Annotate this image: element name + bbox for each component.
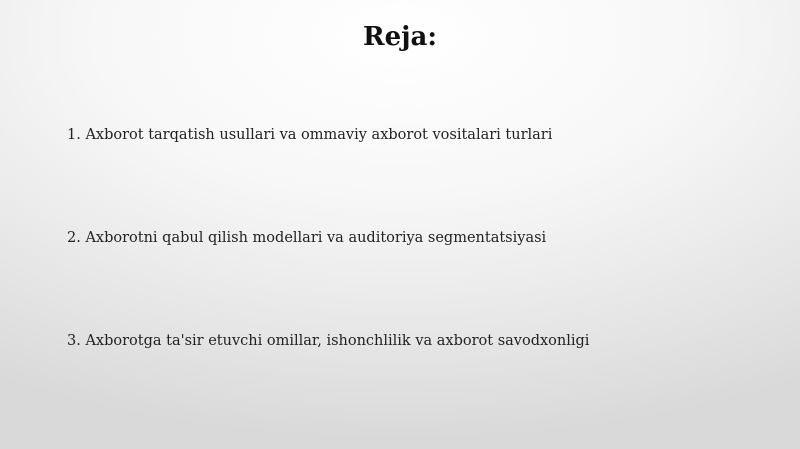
- slide-title: Reja:: [362, 22, 437, 52]
- plan-item-1: 1. Axborot tarqatish usullari va ommaviy axborot vositalari turlari: [67, 127, 553, 143]
- plan-item-3: 3. Axborotga ta'sir etuvchi omillar, ishonchlilik va axborot savodxonligi: [67, 333, 590, 349]
- plan-item-2: 2. Axborotni qabul qilish modellari va auditoriya segmentatsiyasi: [67, 230, 547, 246]
